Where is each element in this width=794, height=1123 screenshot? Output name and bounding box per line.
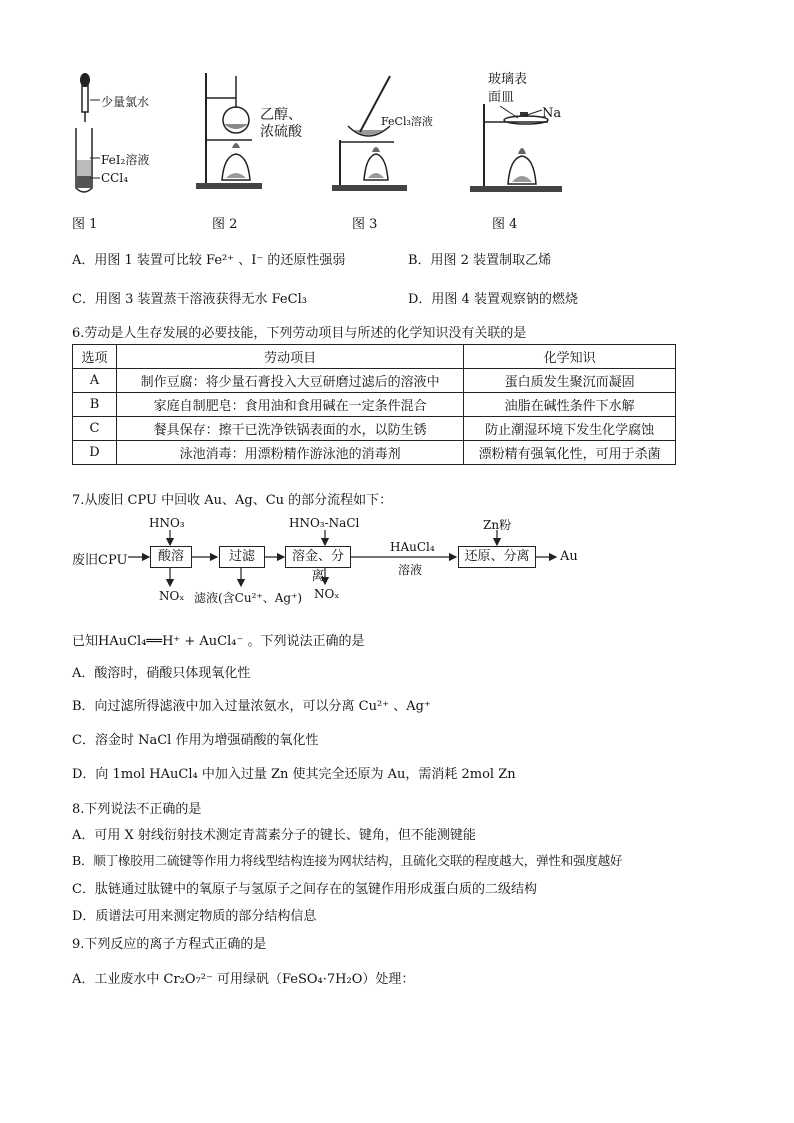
- figure-3-caption: 图 3: [352, 217, 378, 232]
- flow-output-nox-2: NOₓ: [314, 587, 340, 601]
- flow-output-nox-1: NOₓ: [159, 589, 185, 603]
- q5-option-a: A．用图 1 装置可比较 Fe²⁺ 、I⁻ 的还原性强弱: [72, 253, 346, 268]
- q6-cell: 泳池消毒：用漂粉精作游泳池的消毒剂: [116, 441, 463, 465]
- q6-cell: A: [73, 369, 117, 393]
- q8-option-b: B．顺丁橡胶用二硫键等作用力将线型结构连接为网状结构，且硫化交联的程度越大，弹性和强度越好: [72, 853, 623, 868]
- q6-cell: 制作豆腐：将少量石膏投入大豆研磨过滤后的溶液中: [116, 369, 463, 393]
- flow-box-acid-dissolve: 酸溶: [150, 546, 192, 568]
- flow-output-filtrate: 滤液(含Cu²⁺、Ag⁺): [194, 591, 303, 605]
- q6-cell: 家庭自制肥皂：食用油和食用碱在一定条件混合: [116, 393, 463, 417]
- q6-cell: B: [73, 393, 117, 417]
- q7-option-c: C．溶金时 NaCl 作用为增强硝酸的氧化性: [72, 733, 319, 748]
- flow-box-reduce: 还原、分离: [458, 546, 536, 568]
- q6-header-option: 选项: [73, 345, 117, 369]
- q7-option-b: B．向过滤所得滤液中加入过量浓氨水，可以分离 Cu²⁺ 、Ag⁺: [72, 699, 431, 714]
- figure-4-caption: 图 4: [492, 217, 518, 232]
- q5-option-d: D．用图 4 装置观察钠的燃烧: [408, 292, 578, 307]
- q6-cell: 油脂在碱性条件下水解: [464, 393, 676, 417]
- q6-cell: 防止潮湿环境下发生化学腐蚀: [464, 417, 676, 441]
- q6-cell: 蛋白质发生聚沉而凝固: [464, 369, 676, 393]
- q6-cell: 餐具保存：擦干已洗净铁锅表面的水，以防生锈: [116, 417, 463, 441]
- flow-input-hno3-nacl: HNO₃-NaCl: [289, 516, 360, 530]
- flow-start: 废旧CPU: [72, 553, 128, 568]
- q7-option-a: A．酸溶时，硝酸只体现氧化性: [72, 666, 251, 681]
- figure-2-caption: 图 2: [212, 217, 238, 232]
- q6-cell: C: [73, 417, 117, 441]
- figure-2-label-sulfuric-acid: 浓硫酸: [260, 124, 302, 140]
- q6-cell: D: [73, 441, 117, 465]
- q5-option-b: B．用图 2 装置制取乙烯: [408, 253, 552, 268]
- flow-mid-haucl4: HAuCl₄: [390, 540, 435, 554]
- figure-1-caption: 图 1: [72, 217, 98, 232]
- q6-cell: 漂粉精有强氧化性，可用于杀菌: [464, 441, 676, 465]
- flow-input-zn: Zn粉: [483, 518, 512, 532]
- q9-stem: 9.下列反应的离子方程式正确的是: [72, 937, 267, 952]
- q7-given: 已知HAuCl₄══H⁺ + AuCl₄⁻ 。下列说法正确的是: [72, 634, 365, 649]
- q8-stem: 8.下列说法不正确的是: [72, 802, 202, 817]
- figure-1-label-ccl4: CCl₄: [101, 171, 129, 185]
- q7-stem: 7.从废旧 CPU 中回收 Au、Ag、Cu 的部分流程如下：: [72, 493, 393, 508]
- figure-2-label-ethanol: 乙醇、: [260, 107, 302, 123]
- q5-option-c: C．用图 3 装置蒸干溶液获得无水 FeCl₃: [72, 292, 307, 307]
- q8-option-a: A．可用 X 射线衍射技术测定青蒿素分子的键长、键角，但不能测键能: [72, 828, 476, 843]
- figure-4-label-na: Na: [542, 106, 562, 121]
- q7-option-d: D．向 1mol HAuCl₄ 中加入过量 Zn 使其完全还原为 Au，需消耗 2mol Zn: [72, 767, 516, 782]
- q6-stem: 6.劳动是人生存发展的必要技能，下列劳动项目与所述的化学知识没有关联的是: [72, 326, 527, 341]
- q8-option-c: C．肽链通过肽键中的氧原子与氢原子之间存在的氢键作用形成蛋白质的二级结构: [72, 882, 537, 897]
- flow-box-filter: 过滤: [219, 546, 265, 568]
- flow-input-hno3: HNO₃: [149, 516, 185, 530]
- flow-mid-solution: 溶液: [398, 563, 423, 577]
- figure-4-label-watch-glass-1: 玻璃表: [488, 72, 528, 87]
- flow-box-dissolve-gold: 溶金、分离: [285, 546, 351, 568]
- q8-option-d: D．质谱法可用来测定物质的部分结构信息: [72, 909, 317, 924]
- figure-4-label-watch-glass-2: 面皿: [488, 90, 515, 105]
- figure-1-label-chlorine-water: 少量氯水: [101, 95, 150, 109]
- q9-option-a: A．工业废水中 Cr₂O₇²⁻ 可用绿矾（FeSO₄·7H₂O）处理：: [72, 972, 415, 987]
- figure-3-label-fecl3: FeCl₃溶液: [381, 115, 433, 128]
- q6-header-knowledge: 化学知识: [464, 345, 676, 369]
- figure-1-label-fei2: FeI₂溶液: [101, 153, 150, 167]
- flow-end-au: Au: [560, 549, 578, 564]
- q6-header-project: 劳动项目: [116, 345, 463, 369]
